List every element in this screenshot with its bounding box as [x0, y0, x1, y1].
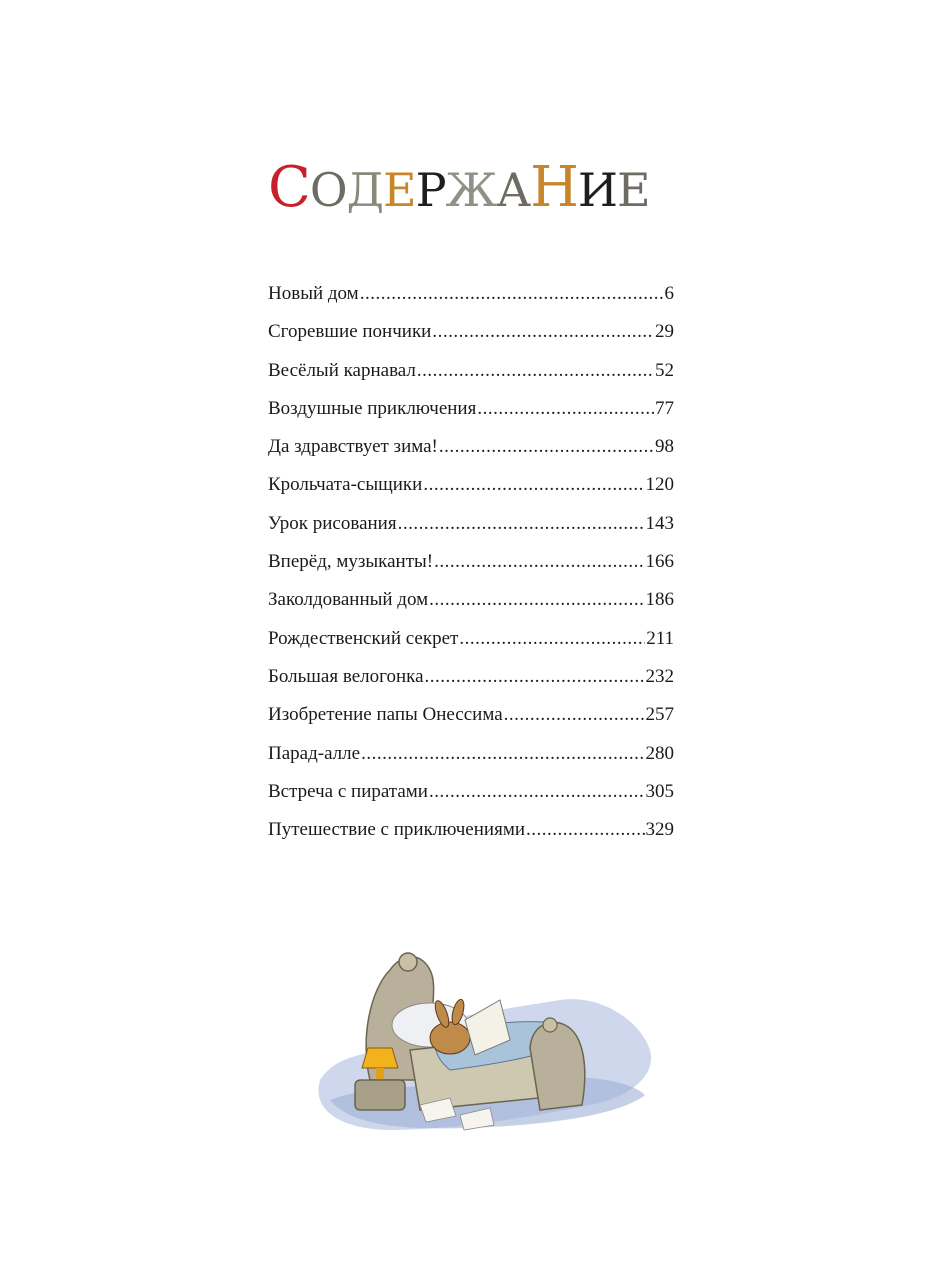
headboard-knob [399, 953, 417, 971]
toc-entry[interactable] [268, 704, 674, 742]
toc-leader-dots [425, 666, 645, 688]
toc-entry-page: 211 [646, 627, 674, 649]
toc-entry-title: Вперёд, музыканты! [268, 551, 434, 573]
title-letter: Ж [445, 163, 497, 217]
toc-leader-dots [439, 436, 654, 458]
toc-leader-dots [429, 781, 645, 803]
toc-leader-dots [360, 283, 664, 305]
toc-entry-page: 52 [655, 359, 674, 381]
footboard [530, 1022, 585, 1110]
toc-entry[interactable] [268, 360, 674, 398]
toc-entry-page: 29 [655, 321, 674, 343]
title-letter: Н [530, 155, 578, 220]
toc-leader-dots [423, 474, 644, 496]
toc-entry[interactable] [268, 513, 674, 551]
toc-leader-dots [459, 628, 645, 650]
toc-entry-title: Рождественский секрет [268, 627, 459, 649]
title-letter: Е [617, 163, 650, 217]
toc-entry-page: 6 [664, 283, 674, 304]
toc-entry-page: 98 [655, 436, 674, 458]
toc-entry[interactable] [268, 743, 674, 781]
toc-entry-page: 305 [645, 780, 674, 802]
toc-entry-title: Встреча с пиратами [268, 780, 428, 802]
toc-leader-dots [526, 819, 644, 841]
toc-entry-title: Урок рисования [268, 512, 397, 534]
toc-entry-title: Изобретение папы Онессима [268, 704, 503, 726]
toc-entry[interactable] [268, 321, 674, 359]
toc-leader-dots [432, 321, 654, 343]
toc-entry[interactable] [268, 436, 674, 474]
nightstand [355, 1080, 405, 1110]
toc-entry[interactable] [268, 628, 674, 666]
toc-entry-title: Воздушные приключения [268, 397, 477, 419]
toc-entry[interactable] [268, 551, 674, 589]
toc-entry-title: Путешествие с приключениями [268, 819, 526, 841]
toc-entry-title: Новый дом [268, 283, 359, 304]
toc-leader-dots [504, 704, 645, 726]
toc-entry[interactable] [268, 474, 674, 512]
toc-leader-dots [434, 551, 644, 573]
title-letter: Р [415, 163, 446, 217]
toc-entry-page: 257 [645, 704, 674, 726]
toc-entry-title: Да здравствует зима! [268, 436, 438, 458]
toc-entry-title: Парад-алле [268, 742, 361, 764]
toc-entry-page: 77 [655, 397, 674, 419]
toc-entry-title: Весёлый карнавал [268, 359, 416, 381]
title-letter: Е [382, 163, 416, 217]
toc-entry[interactable] [268, 283, 674, 321]
title-letter: А [496, 163, 531, 217]
toc-leader-dots [477, 398, 654, 420]
toc-entry-title: Заколдованный дом [268, 589, 429, 611]
toc-entry[interactable] [268, 589, 674, 627]
title-letter: О [309, 163, 347, 217]
lamp-shade [362, 1048, 398, 1068]
toc-entry-page: 186 [645, 589, 674, 611]
toc-entry-title: Сгоревшие пончики [268, 321, 432, 343]
toc-entry[interactable] [268, 666, 674, 704]
title-letter: Д [346, 163, 383, 217]
toc-entry-page: 143 [645, 512, 674, 534]
toc-entry[interactable] [268, 819, 674, 857]
toc-entry-page: 280 [645, 742, 674, 764]
toc-leader-dots [361, 743, 644, 765]
toc-entry[interactable] [268, 781, 674, 819]
toc-leader-dots [398, 513, 645, 535]
toc-entry-page: 166 [645, 551, 674, 573]
footboard-knob [543, 1018, 557, 1032]
toc-entry-title: Большая велогонка [268, 665, 424, 687]
toc-entry-page: 232 [645, 665, 674, 687]
toc-entry-page: 120 [645, 474, 674, 496]
toc-entry-title: Крольчата-сыщики [268, 474, 423, 496]
title-letter: С [268, 155, 310, 220]
page-title [268, 155, 688, 220]
bunny-in-bed-illustration [300, 930, 660, 1150]
toc-leader-dots [429, 589, 644, 611]
toc-leader-dots [417, 360, 654, 382]
toc-entry-page: 329 [645, 819, 674, 841]
bunny-body [430, 1022, 470, 1054]
table-of-contents [268, 283, 674, 857]
toc-entry[interactable] [268, 398, 674, 436]
title-letter: И [577, 163, 618, 217]
